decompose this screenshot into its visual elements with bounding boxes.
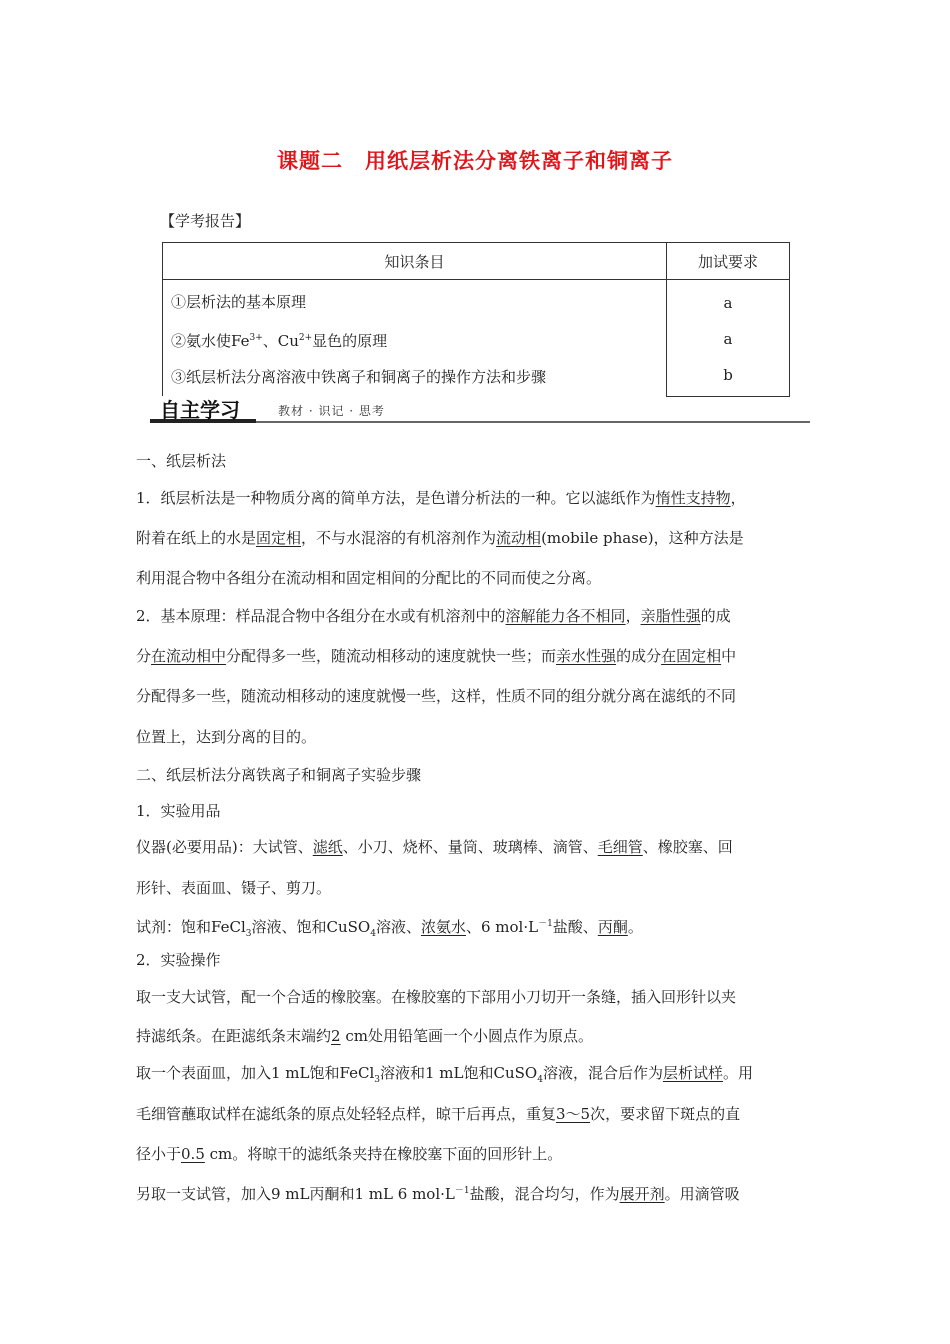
level-2: a bbox=[723, 330, 733, 349]
table-cell-items bbox=[163, 280, 667, 397]
paragraph-line: 2．基本原理：样品混合物中各组分在水或有机溶剂中的溶解能力各不相同，亲脂性强的成 bbox=[136, 607, 731, 625]
item-2: ②氨水使$Fe^{3+}$、$Cu^{2+}$显色的原理 bbox=[171, 332, 388, 350]
section-heading-2: 二、纸层析法分离铁离子和铜离子实验步骤 bbox=[136, 766, 422, 784]
header-requirement: 加试要求 bbox=[667, 243, 790, 280]
paragraph-line: 仪器(必要用品)：大试管、滤纸、小刀、烧杯、量筒、玻璃棒、滴管、毛细管、橡胶塞、回 bbox=[136, 838, 733, 856]
level-1: a bbox=[723, 294, 733, 313]
paragraph-line: 利用混合物中各组分在流动相和固定相间的分配比的不同而使之分离。 bbox=[136, 569, 602, 587]
paragraph-line: 试剂：饱和FeCl$_3$溶液、饱和CuSO$_4$溶液、浓氨水、6 $mol\cdot L^{-1}$盐酸、丙酮。 bbox=[136, 918, 643, 939]
paragraph-line: 另取一支试管，加入9 mL丙酮和1 mL 6 $mol\cdot L^{-1}$盐酸，混合均匀，作为展开剂。用滴管吸 bbox=[136, 1185, 740, 1203]
paragraph-line: 取一个表面皿，加入1 mL饱和FeCl$_3$溶液和1 mL饱和CuSO$_4$溶液，混合后作为层析试样。用 bbox=[136, 1064, 753, 1085]
paragraph-line: 取一支大试管，配一个合适的橡胶塞。在橡胶塞的下部用小刀切开一条缝，插入回形针以夹 bbox=[136, 988, 737, 1006]
paragraph-line: 形针、表面皿、镊子、剪刀。 bbox=[136, 879, 332, 897]
table-cell-levels bbox=[667, 280, 790, 397]
page-title: 课题二 用纸层析法分离铁离子和铜离子 bbox=[277, 149, 673, 173]
table-header-row bbox=[163, 243, 790, 280]
table-row bbox=[163, 280, 790, 397]
report-heading: 【学考报告】 bbox=[160, 212, 251, 230]
paragraph-line: 持滤纸条。在距滤纸条末端约2 cm处用铅笔画一个小圆点作为原点。 bbox=[136, 1027, 593, 1045]
paragraph-line: 1．纸层析法是一种物质分离的简单方法，是色谱分析法的一种。它以滤纸作为惰性支持物， bbox=[136, 489, 746, 507]
level-3: b bbox=[723, 366, 733, 385]
knowledge-table bbox=[162, 242, 790, 397]
paragraph-line: 附着在纸上的水是固定相，不与水混溶的有机溶剂作为流动相(mobile phase)，这种方法是 bbox=[136, 529, 744, 547]
item-1: ①层析法的基本原理 bbox=[171, 293, 307, 311]
paragraph-line: 分在流动相中分配得多一些，随流动相移动的速度就快一些；而亲水性强的成分在固定相中 bbox=[136, 647, 737, 665]
paragraph-line: 毛细管蘸取试样在滤纸条的原点处轻轻点样，晾干后再点，重复3～5次，要求留下斑点的直 bbox=[136, 1105, 741, 1123]
section-heading-1: 一、纸层析法 bbox=[136, 452, 227, 470]
item-3: ③纸层析法分离溶液中铁离子和铜离子的操作方法和步骤 bbox=[171, 368, 547, 386]
banner-title: 自主学习 bbox=[160, 398, 240, 422]
section-banner bbox=[150, 394, 810, 424]
banner-subtitle: 教材 · 识记 · 思考 bbox=[278, 404, 385, 418]
header-knowledge: 知识条目 bbox=[163, 243, 667, 280]
paragraph-line: 位置上，达到分离的目的。 bbox=[136, 728, 317, 746]
subheading: 1．实验用品 bbox=[136, 802, 221, 820]
paragraph-line: 径小于0.5 cm。将晾干的滤纸条夹持在橡胶塞下面的回形针上。 bbox=[136, 1145, 563, 1163]
paragraph-line: 分配得多一些，随流动相移动的速度就慢一些，这样，性质不同的组分就分离在滤纸的不同 bbox=[136, 687, 737, 705]
subheading: 2．实验操作 bbox=[136, 951, 221, 969]
